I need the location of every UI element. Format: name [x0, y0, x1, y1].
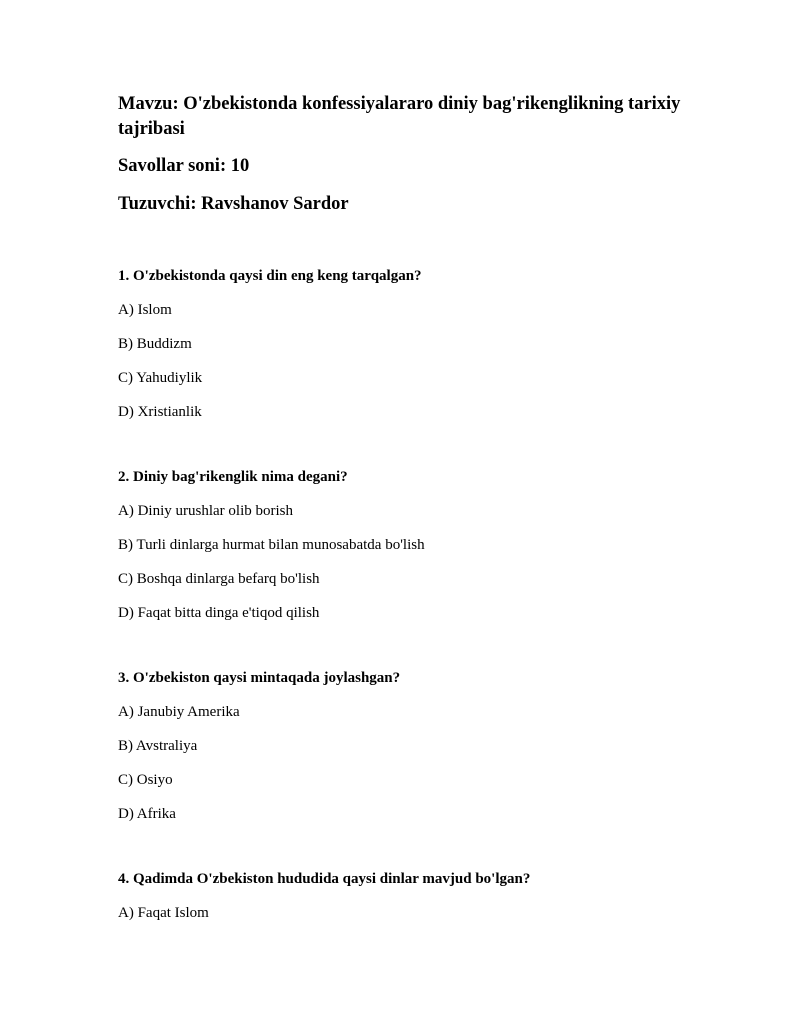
answer-option-a: A) Diniy urushlar olib borish: [118, 503, 293, 519]
answer-option-b: B) Avstraliya: [118, 738, 198, 754]
answer-option-a: A) Islom: [118, 302, 172, 318]
answer-option-a: A) Faqat Islom: [118, 905, 209, 921]
question-text: 4. Qadimda O'zbekiston hududida qaysi dinlar mavjud bo'lgan?: [118, 871, 531, 887]
question-text: 1. O'zbekistonda qaysi din eng keng tarqalgan?: [118, 268, 422, 284]
question-text: 3. O'zbekiston qaysi mintaqada joylashgan?: [118, 670, 401, 686]
answer-option-d: D) Afrika: [118, 806, 176, 822]
answer-option-c: C) Boshqa dinlarga befarq bo'lish: [118, 571, 320, 587]
document-author: Tuzuvchi: Ravshanov Sardor: [118, 194, 349, 214]
answer-option-a: A) Janubiy Amerika: [118, 704, 240, 720]
answer-option-d: D) Faqat bitta dinga e'tiqod qilish: [118, 605, 320, 621]
answer-option-c: C) Yahudiylik: [118, 370, 203, 386]
answer-option-b: B) Turli dinlarga hurmat bilan munosabatda bo'lish: [118, 537, 425, 553]
question-list: [118, 267, 688, 922]
answer-option-b: B) Buddizm: [118, 336, 192, 352]
question-text: 2. Diniy bag'rikenglik nima degani?: [118, 469, 348, 485]
question-3: [118, 669, 688, 823]
answer-option-d: D) Xristianlik: [118, 404, 202, 420]
question-4: [118, 870, 688, 922]
answer-option-c: C) Osiyo: [118, 772, 173, 788]
document-topic: Mavzu: O'zbekistonda konfessiyalararo diniy bag'rikenglikning tarixiy tajribasi: [118, 94, 681, 139]
document-page: [118, 92, 688, 969]
question-1: [118, 267, 688, 421]
question-count: Savollar soni: 10: [118, 156, 250, 176]
question-2: [118, 468, 688, 622]
